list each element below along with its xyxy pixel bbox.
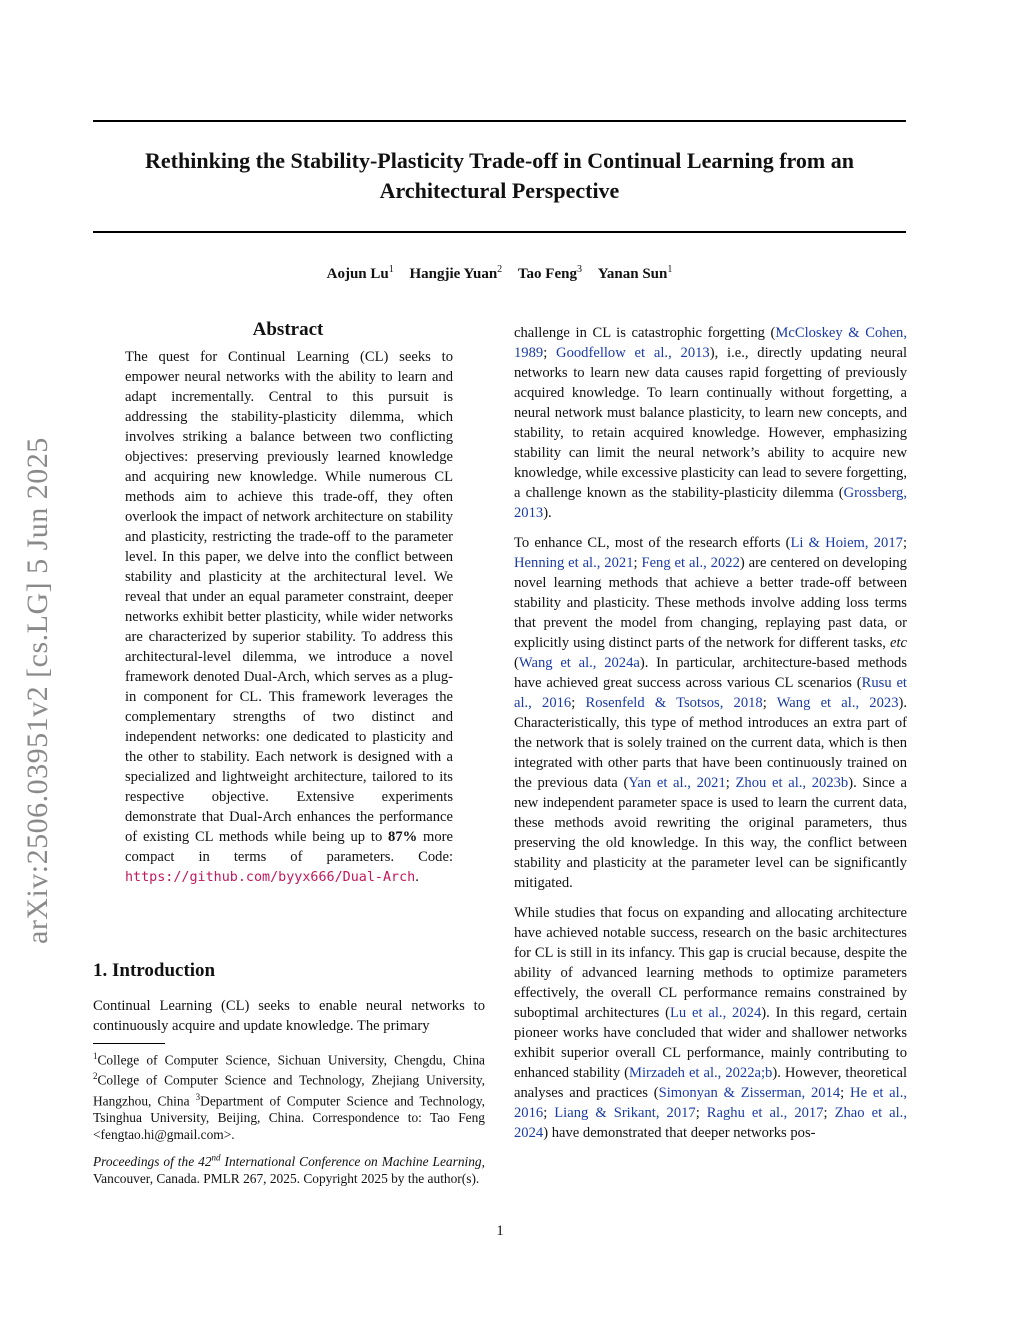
citation-link[interactable]: Zhou et al., 2023b: [735, 775, 849, 791]
bold-percentage: 87%: [388, 829, 418, 845]
citation-link[interactable]: Simonyan & Zisserman, 2014: [658, 1085, 841, 1101]
author: Yanan Sun$^1$: [597, 264, 673, 282]
title-line-1: Rethinking the Stability-Plasticity Trade-off in Continual Learning from an: [145, 148, 854, 173]
abstract-heading: Abstract: [252, 319, 324, 340]
citation-link[interactable]: Rusu et al., 2016: [514, 675, 907, 711]
title-top-rule: [93, 120, 906, 122]
section-heading-introduction: 1. Introduction: [93, 960, 216, 981]
affiliation-footnote: $^1$College of Computer Science, Sichuan University, Chengdu, China $^2$College of Computer Science and Technology, Zhejiang University, Hangzhou, China $^3$Department of Computer Science and Technology, Tsinghua University, Beijing, China. Correspondence to: Tao Feng <fengtao.hi@gmail.com>.: [93, 1051, 486, 1143]
paper-title: [93, 146, 906, 206]
citation-link[interactable]: Wang et al., 2024a: [518, 655, 640, 671]
arxiv-sidebar-id[interactable]: arXiv:2506.03951v2 [cs.LG] 5 Jun 2025: [21, 437, 54, 944]
citation-link[interactable]: Raghu et al., 2017: [706, 1105, 824, 1121]
title-bottom-rule: [93, 231, 906, 233]
citation-link[interactable]: Wang et al., 2023: [776, 695, 899, 711]
author-list: [93, 264, 906, 283]
citation-link[interactable]: Li & Hoiem, 2017: [790, 535, 903, 551]
intro-paragraph: Continual Learning (CL) seeks to enable neural networks to continuously acquire and update knowledge. The primary: [93, 998, 485, 1034]
citation-link[interactable]: Henning et al., 2021: [514, 555, 634, 571]
citation-link[interactable]: Yan et al., 2021: [628, 775, 726, 791]
paragraph: To enhance CL, most of the research efforts (Li & Hoiem, 2017; Henning et al., 2021; Feng et al., 2022) are centered on developing novel learning methods that achieve a better trade-off between stability and plasticity. These methods involve adding loss terms that prevent the model from changing, replaying past data, or explicitly using distinct parts of the network for different tasks, etc (Wang et al., 2024a). In particular, architecture-based methods have achieved great success across various CL scenarios (Rusu et al., 2016; Rosenfeld & Tsotsos, 2018; Wang et al., 2023). Characteristically, this type of method introduces an extra part of the network that is solely trained on the current data, which is then integrated with other parts that have been continuously trained on the previous data (Yan et al., 2021; Zhou et al., 2023b). Since a new independent parameter space is used to learn the current data, these methods avoid rewriting the original parameters, thus preserving the old knowledge. In this way, the conflict between stability and plasticity at the parameter level can be significantly mitigated.: [514, 535, 908, 891]
citation-link[interactable]: He et al., 2016: [514, 1085, 907, 1121]
author: Hangjie Yuan$^2$: [409, 264, 503, 282]
abstract-text: The quest for Continual Learning (CL) seeks to empower neural networks with the ability to learn and adapt incrementally. Central to this pursuit is addressing the stability-plasticity dilemma, which involves striking a balance between two conflicting objectives: preserving previously learned knowledge and acquiring new knowledge. While numerous CL methods aim to achieve this trade-off, they often overlook the impact of network architecture on stability and plasticity, restricting the trade-off to the parameter level. In this paper, we delve into the conflict between stability and plasticity at the architectural level. We reveal that under an equal parameter constraint, deeper networks exhibit better plasticity, while wider networks are characterized by superior stability. To address this architectural-level dilemma, we introduce a novel framework denoted Dual-Arch, which serves as a plug-in component for CL. This framework leverages the complementary strengths of two distinct and independent networks: one dedicated to plasticity and the other to stability. Each network is designed with a specialized and lightweight architecture, tailored to its respective objective. Extensive experiments demonstrate that Dual-Arch enhances the performance of existing CL methods while being up to 87% more compact in terms of parameters. Code: https://github.com/byyx666/Dual-Arch.: [125, 349, 453, 885]
proceedings-note: Proceedings of the 42nd International Conference on Machine Learning, Vancouver, Canada. PMLR 267, 2025. Copyright 2025 by the author(s).: [93, 1153, 485, 1187]
code-link[interactable]: https://github.com/byyx666/Dual-Arch: [125, 870, 416, 885]
author: Tao Feng$^3$: [517, 264, 582, 282]
citation-link[interactable]: Goodfellow et al., 2013: [556, 345, 710, 361]
title-line-2: Architectural Perspective: [379, 178, 620, 203]
citation-link[interactable]: Feng et al., 2022: [641, 555, 740, 571]
citation-link[interactable]: McCloskey & Cohen, 1989: [514, 325, 907, 361]
citation-link[interactable]: Liang & Srikant, 2017: [554, 1105, 696, 1121]
right-column: [514, 323, 907, 1153]
citation-link[interactable]: Mirzadeh et al., 2022a;b: [629, 1065, 773, 1081]
footnote-rule: [93, 1043, 165, 1044]
paragraph: challenge in CL is catastrophic forgetting (McCloskey & Cohen, 1989; Goodfellow et al., 2013), i.e., directly updating neural networks to learn new data causes rapid forgetting of previously acquired knowledge. To learn continually without forgetting, a neural network must balance plasticity, to learn new concepts, and stability, to retain acquired knowledge. However, emphasizing stability can limit the neural network’s ability to acquire new knowledge, while excessive plasticity can lead to severe forgetting, a challenge known as the stability-plasticity dilemma (Grossberg, 2013).: [514, 325, 908, 521]
paragraph: While studies that focus on expanding and allocating architecture have achieved notable success, research on the basic architectures for CL is still in its infancy. This gap is crucial because, despite the ability of advanced learning methods to optimize parameters effectively, the overall CL performance remains constrained by suboptimal architectures (Lu et al., 2024). In this regard, certain pioneer works have concluded that wider and shallower networks exhibit superior overall CL performance, mainly contributing to enhanced stability (Mirzadeh et al., 2022a;b). However, theoretical analyses and practices (Simonyan & Zisserman, 2014; He et al., 2016; Liang & Srikant, 2017; Raghu et al., 2017; Zhao et al., 2024) have demonstrated that deeper networks pos-: [514, 905, 908, 1141]
page-number: 1: [496, 1223, 504, 1239]
citation-link[interactable]: Grossberg, 2013: [514, 485, 907, 521]
citation-link[interactable]: Zhao et al., 2024: [514, 1105, 907, 1141]
citation-link[interactable]: Rosenfeld & Tsotsos, 2018: [585, 695, 763, 711]
author: Aojun Lu$^1$: [326, 264, 394, 282]
citation-link[interactable]: Lu et al., 2024: [669, 1005, 762, 1021]
